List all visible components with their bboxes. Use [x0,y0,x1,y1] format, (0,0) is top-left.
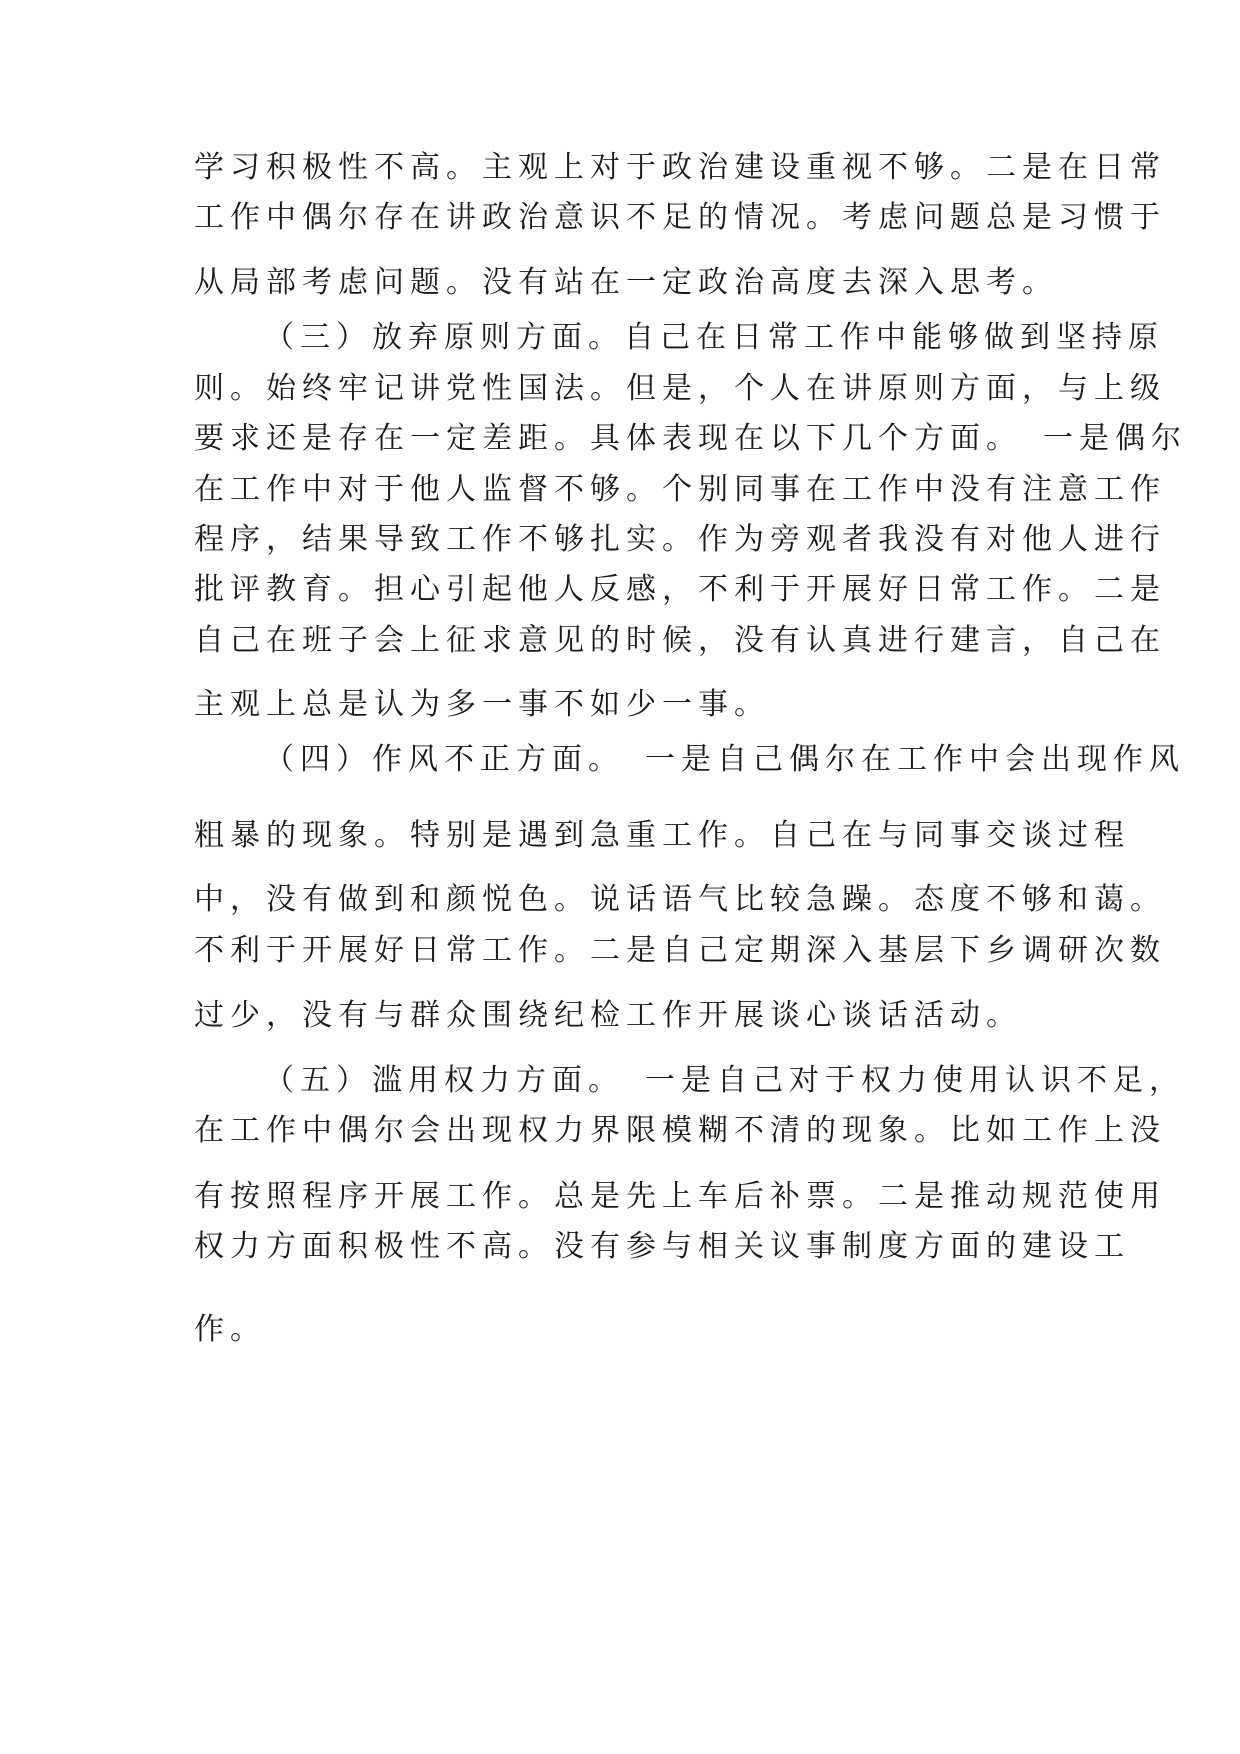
body-line-8: 程序，结果导致工作不够扎实。作为旁观者我没有对他人进行 [194,522,1166,557]
body-line-20: 权力方面积极性不高。没有参与相关议事制度方面的建设工 [194,1229,1130,1264]
body-line-1: 学习积极性不高。主观上对于政治建设重视不够。二是在日常 [194,150,1166,185]
body-line-21: 作。 [194,1312,266,1347]
body-line-18: 在工作中偶尔会出现权力界限模糊不清的现象。比如工作上没 [194,1113,1166,1148]
body-line-10: 自己在班子会上征求意见的时候，没有认真进行建言，自己在 [194,623,1166,658]
section-five-heading-line: （五）滥用权力方面。 一是自己对于权力使用认识不足， [264,1063,1185,1098]
body-line-7: 在工作中对于他人监督不够。个别同事在工作中没有注意工作 [194,472,1166,507]
body-line-15: 不利于开展好日常工作。二是自己定期深入基层下乡调研次数 [194,933,1166,968]
body-line-9: 批评教育。担心引起他人反感，不利于开展好日常工作。二是 [194,572,1166,607]
section-three-heading-line: （三）放弃原则方面。自己在日常工作中能够做到坚持原 [264,320,1164,355]
body-line-13: 粗暴的现象。特别是遇到急重工作。自己在与同事交谈过程 [194,818,1130,853]
section-four-heading-line: （四）作风不正方面。 一是自己偶尔在工作中会出现作风 [264,742,1185,777]
body-line-19: 有按照程序开展工作。总是先上车后补票。二是推动规范使用 [194,1179,1166,1214]
body-line-5: 则。始终牢记讲党性国法。但是，个人在讲原则方面，与上级 [194,371,1166,406]
body-line-11: 主观上总是认为多一事不如少一事。 [194,687,770,722]
body-line-6: 要求还是存在一定差距。具体表现在以下几个方面。 一是偶尔 [194,421,1187,456]
body-line-2: 工作中偶尔存在讲政治意识不足的情况。考虑问题总是习惯于 [194,200,1166,235]
body-line-16: 过少，没有与群众围绕纪检工作开展谈心谈话活动。 [194,998,1022,1033]
body-line-14: 中，没有做到和颜悦色。说话语气比较急躁。态度不够和蔼。 [194,882,1166,917]
body-line-3: 从局部考虑问题。没有站在一定政治高度去深入思考。 [194,265,1058,300]
